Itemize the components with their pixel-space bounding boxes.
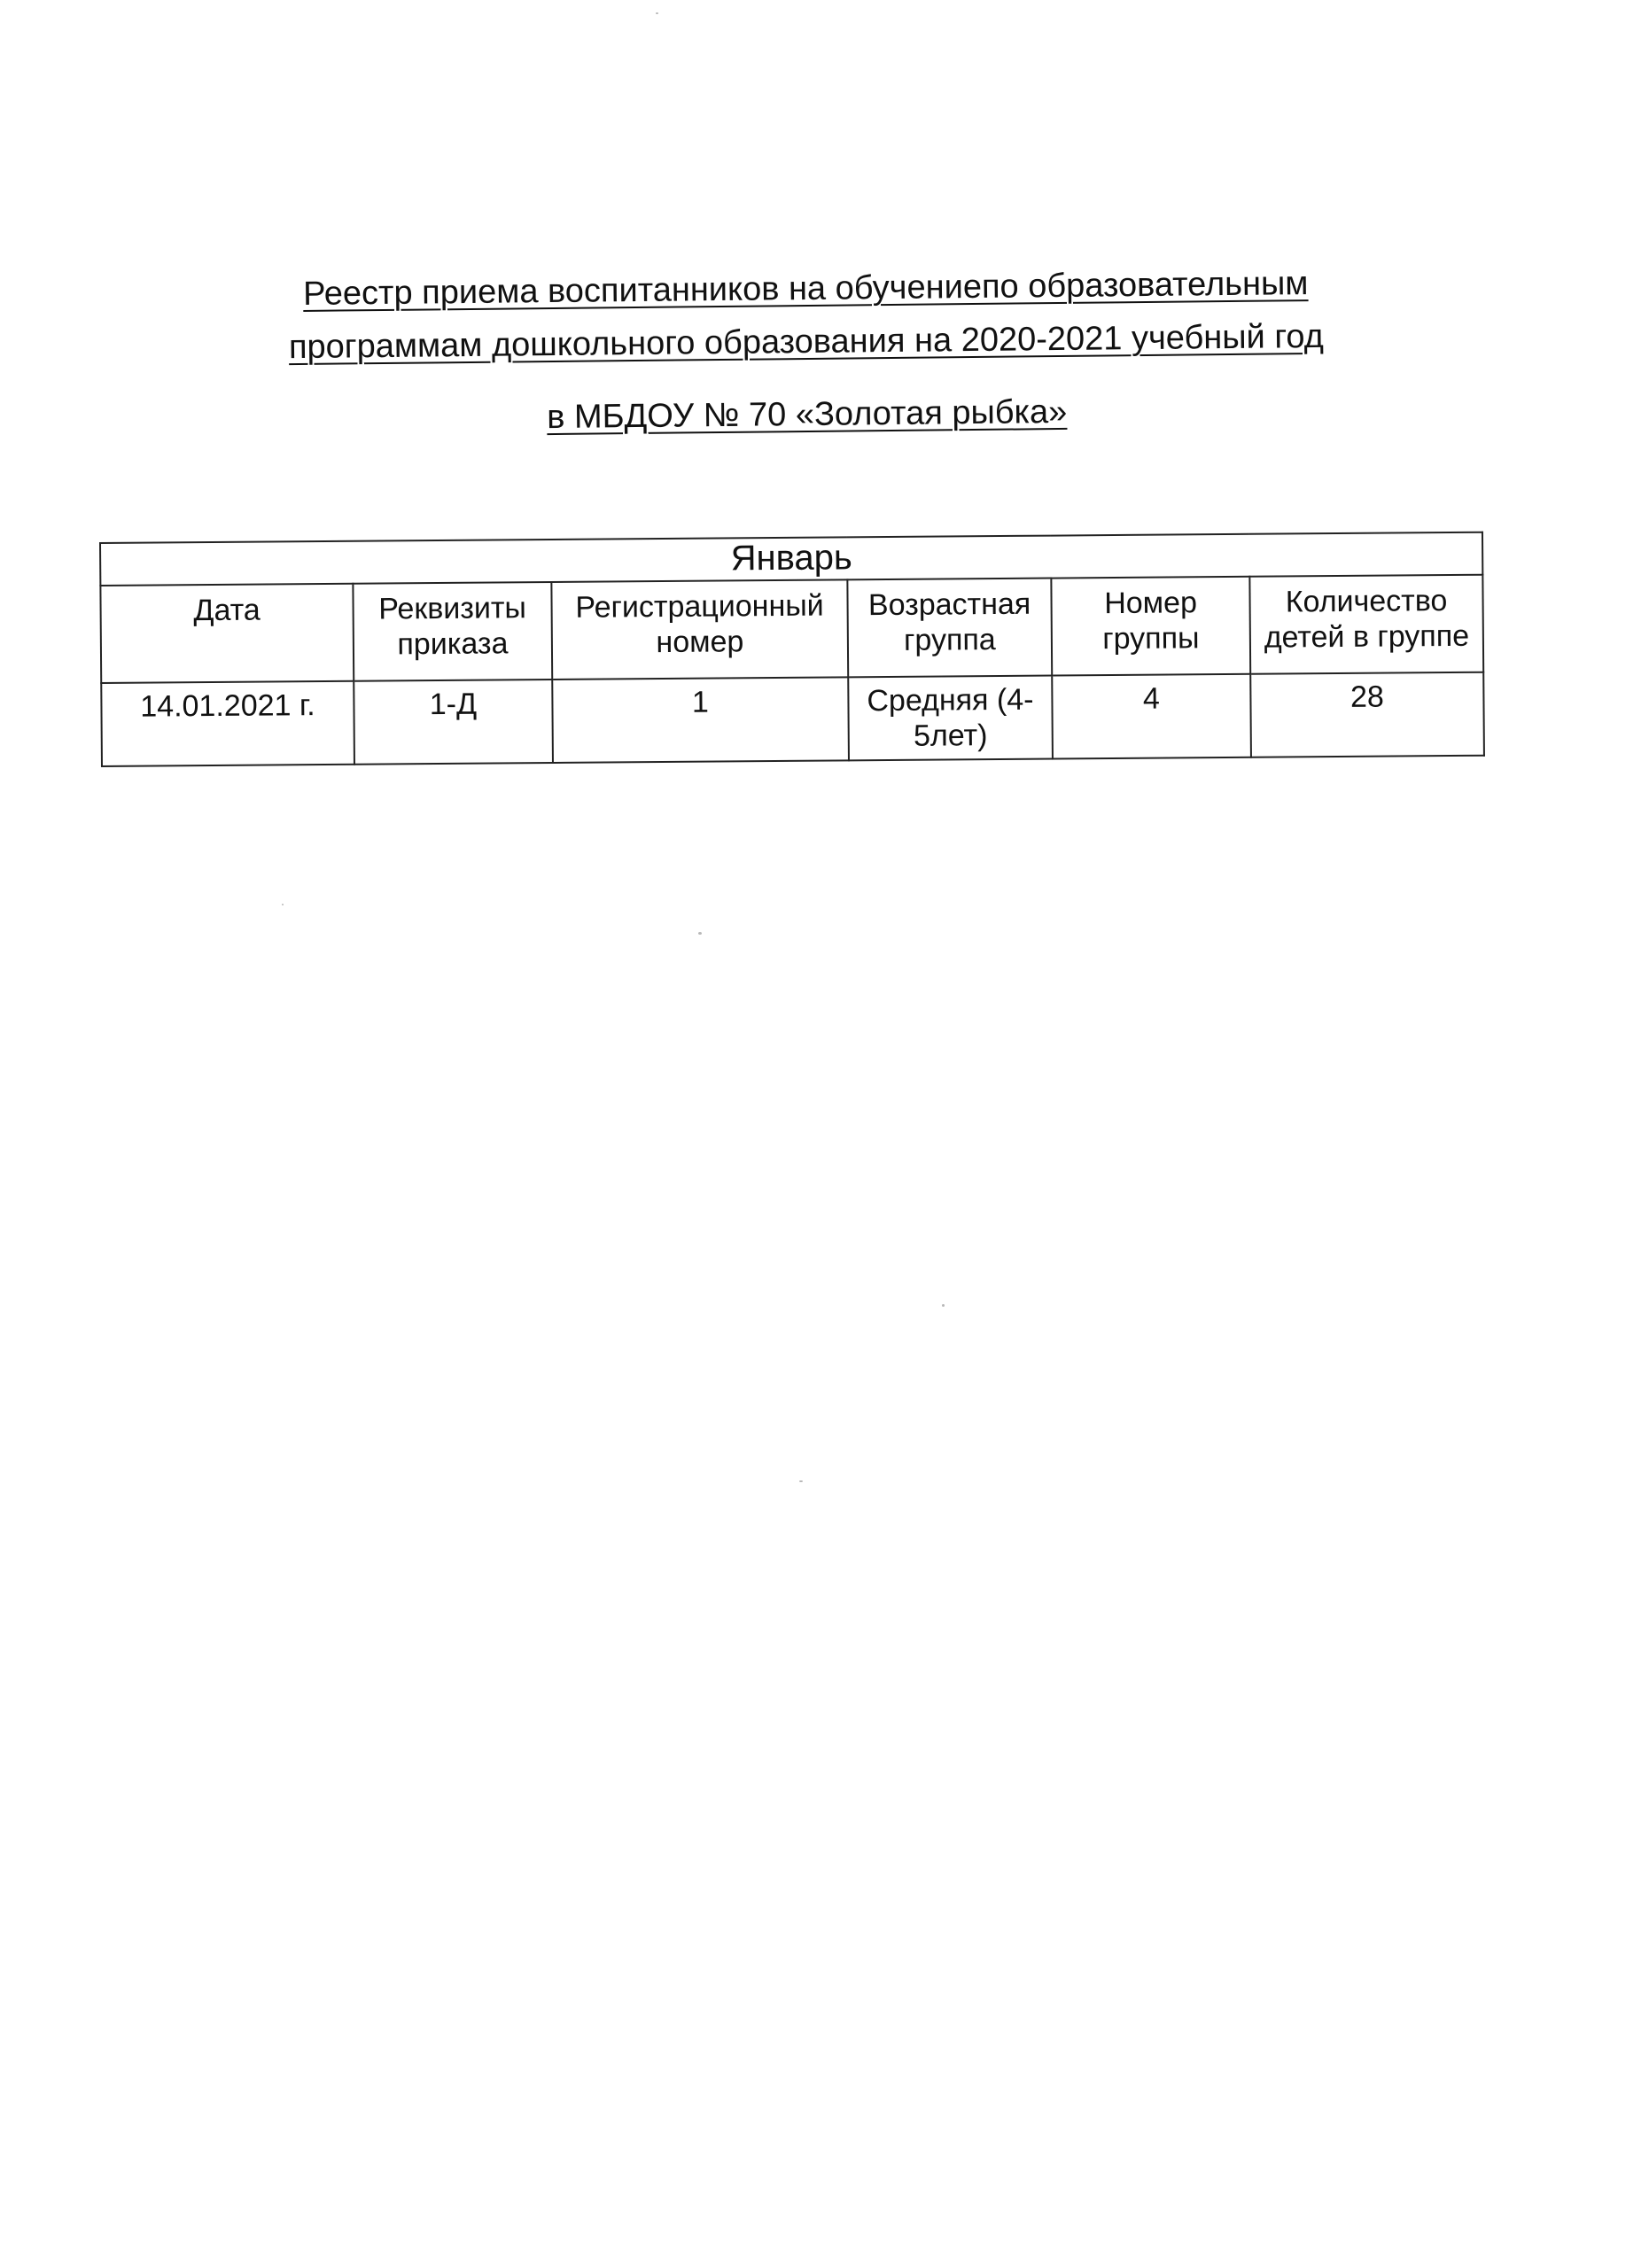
cell-age-group: Средняя (4-5лет) — [848, 676, 1053, 761]
column-header-group-number: Номер группы — [1051, 577, 1250, 676]
cell-order-details: 1-Д — [354, 680, 553, 765]
cell-registration-number: 1 — [552, 677, 849, 763]
column-header-age-group: Возрастная группа — [847, 579, 1052, 678]
scan-speck — [656, 12, 658, 14]
document-title — [159, 255, 1454, 447]
registry-table-wrapper — [99, 532, 1483, 767]
cell-group-number: 4 — [1052, 674, 1251, 759]
column-header-date: Дата — [100, 584, 354, 683]
cell-date: 14.01.2021 г. — [101, 681, 354, 766]
scan-speck — [698, 932, 702, 935]
column-header-registration-number: Регистрационный номер — [551, 579, 848, 680]
column-header-row — [100, 575, 1483, 683]
title-line-2: программам дошкольного образования на 2020-2021 учебный год — [288, 317, 1325, 367]
scan-speck — [942, 1304, 945, 1307]
registry-table — [99, 532, 1485, 767]
scan-speck — [799, 1480, 803, 1482]
title-line-3: в МБДОУ № 70 «Золотая рыбка» — [546, 392, 1068, 437]
scan-speck — [282, 904, 284, 905]
month-header: Январь — [100, 532, 1482, 586]
table-row — [101, 672, 1484, 766]
column-header-children-count: Количество детей в группе — [1249, 575, 1483, 674]
column-header-order-details: Реквизиты приказа — [353, 582, 552, 681]
cell-children-count: 28 — [1250, 672, 1484, 757]
title-line-1: Реестр приема воспитанников на обучениепо образовательным — [302, 265, 1309, 313]
